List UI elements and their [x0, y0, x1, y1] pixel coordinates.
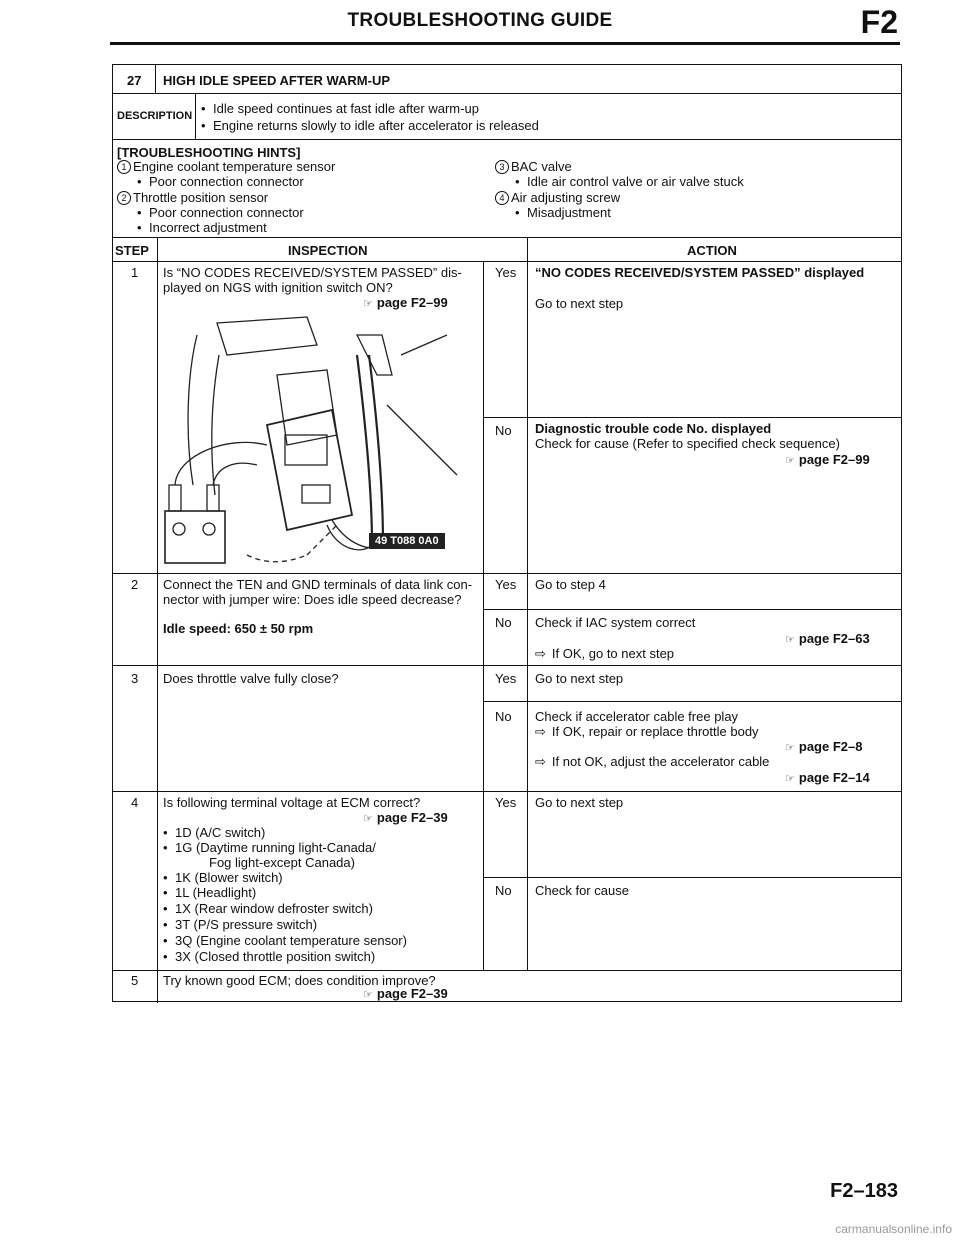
pointing-hand-icon: ☞	[363, 298, 373, 310]
tool-part-number: 49 T088 0A0	[369, 533, 445, 549]
terminal-item: Fog light-except Canada)	[209, 855, 355, 870]
action-subtext: ⇨ If not OK, adjust the accelerator cable	[535, 754, 770, 769]
hint-item: 3 BAC valve	[495, 159, 572, 174]
header-rule	[110, 42, 900, 45]
pointing-hand-icon: ☞	[785, 455, 795, 467]
terminal-item: • 3X (Closed throttle position switch)	[163, 949, 375, 964]
page-number: F2–183	[830, 1180, 898, 1202]
page-reference: ☞ page F2–39	[363, 986, 448, 1001]
divider	[113, 665, 901, 666]
no-label: No	[495, 709, 512, 724]
hint-sub: • Idle air control valve or air valve stuck	[515, 174, 744, 189]
step-number: 5	[131, 973, 139, 988]
pointing-hand-icon: ☞	[363, 813, 373, 825]
symptom-title: HIGH IDLE SPEED AFTER WARM-UP	[163, 73, 391, 88]
page-title: TROUBLESHOOTING GUIDE	[347, 10, 613, 31]
divider	[113, 970, 901, 971]
terminal-item: • 3T (P/S pressure switch)	[163, 917, 317, 932]
action-title: Diagnostic trouble code No. displayed	[535, 421, 772, 436]
arrow-right-icon: ⇨	[535, 754, 546, 769]
pointing-hand-icon: ☞	[785, 773, 795, 785]
watermark: carmanualsonline.info	[835, 1222, 952, 1236]
terminal-item: • 3Q (Engine coolant temperature sensor)	[163, 933, 407, 948]
hint-item: 4 Air adjusting screw	[495, 190, 620, 205]
terminal-item: • 1G (Daytime running light-Canada/	[163, 840, 376, 855]
terminal-item: • 1L (Headlight)	[163, 885, 256, 900]
terminal-item: • 1K (Blower switch)	[163, 870, 283, 885]
divider	[483, 609, 901, 610]
inspection-text: Is “NO CODES RECEIVED/SYSTEM PASSED” dis-	[163, 265, 462, 280]
divider	[527, 261, 528, 971]
yes-label: Yes	[495, 795, 517, 810]
action-title: “NO CODES RECEIVED/SYSTEM PASSED” displayed	[535, 265, 865, 280]
page-reference: ☞ page F2–63	[785, 631, 870, 646]
description-item: • Idle speed continues at fast idle after warm-up	[201, 101, 479, 116]
troubleshooting-sheet	[112, 64, 902, 1002]
symptom-number: 27	[127, 73, 142, 88]
divider	[483, 261, 484, 971]
step-number: 4	[131, 795, 139, 810]
terminal-item: • 1D (A/C switch)	[163, 825, 265, 840]
divider	[155, 65, 156, 93]
hint-sub: • Misadjustment	[515, 205, 611, 220]
action-text: Check for cause (Refer to specified check sequence)	[535, 436, 840, 451]
arrow-right-icon: ⇨	[535, 724, 546, 739]
pointing-hand-icon: ☞	[785, 742, 795, 754]
hint-sub: • Poor connection connector	[137, 174, 304, 189]
divider	[113, 139, 901, 140]
page-reference: ☞ page F2–14	[785, 770, 870, 785]
divider	[113, 93, 901, 94]
action-text: Check if IAC system correct	[535, 615, 696, 630]
page-reference: ☞ page F2–99	[785, 452, 870, 467]
action-text: Check if accelerator cable free play	[535, 709, 739, 724]
no-label: No	[495, 423, 512, 438]
action-text: Go to next step	[535, 795, 624, 810]
divider	[483, 877, 901, 878]
description-item: • Engine returns slowly to idle after accelerator is released	[201, 118, 539, 133]
hint-sub: • Poor connection connector	[137, 205, 304, 220]
step-number: 1	[131, 265, 139, 280]
inspection-text: Is following terminal voltage at ECM correct?	[163, 795, 421, 810]
column-step: STEP	[115, 243, 149, 258]
pointing-hand-icon: ☞	[363, 989, 373, 1001]
action-text: Go to next step	[535, 296, 624, 311]
hints-title: [TROUBLESHOOTING HINTS]	[117, 145, 301, 160]
inspection-text: played on NGS with ignition switch ON?	[163, 280, 393, 295]
section-code: F2	[860, 4, 898, 40]
page-reference: ☞ page F2–99	[363, 295, 448, 310]
yes-label: Yes	[495, 265, 517, 280]
inspection-text: Try known good ECM; does condition improve?	[163, 973, 436, 988]
page-reference: ☞ page F2–8	[785, 739, 863, 754]
action-text: Check for cause	[535, 883, 629, 898]
action-subtext: ⇨ If OK, repair or replace throttle body	[535, 724, 759, 739]
hint-item: 2 Throttle position sensor	[117, 190, 268, 205]
hint-sub: • Incorrect adjustment	[137, 220, 267, 235]
inspection-text: Does throttle valve fully close?	[163, 671, 339, 686]
divider	[483, 701, 901, 702]
yes-label: Yes	[495, 577, 517, 592]
description-label: DESCRIPTION	[117, 110, 193, 122]
yes-label: Yes	[495, 671, 517, 686]
step-number: 3	[131, 671, 139, 686]
no-label: No	[495, 615, 512, 630]
action-text: Go to step 4	[535, 577, 606, 592]
divider	[113, 573, 901, 574]
hint-item: 1 Engine coolant temperature sensor	[117, 159, 335, 174]
column-inspection: INSPECTION	[288, 243, 368, 258]
action-text: Go to next step	[535, 671, 624, 686]
inspection-text: nector with jumper wire: Does idle speed decrease?	[163, 592, 462, 607]
inspection-spec: Idle speed: 650 ± 50 rpm	[163, 621, 314, 636]
divider	[113, 237, 901, 238]
divider	[483, 417, 901, 418]
step-number: 2	[131, 577, 139, 592]
inspection-text: Connect the TEN and GND terminals of data link con-	[163, 577, 473, 592]
page-reference: ☞ page F2–39	[363, 810, 448, 825]
arrow-right-icon: ⇨	[535, 646, 546, 661]
pointing-hand-icon: ☞	[785, 634, 795, 646]
terminal-item: • 1X (Rear window defroster switch)	[163, 901, 373, 916]
divider	[113, 261, 901, 262]
divider	[113, 791, 901, 792]
column-action: ACTION	[687, 243, 737, 258]
no-label: No	[495, 883, 512, 898]
action-subtext: ⇨ If OK, go to next step	[535, 646, 675, 661]
divider	[195, 93, 196, 139]
